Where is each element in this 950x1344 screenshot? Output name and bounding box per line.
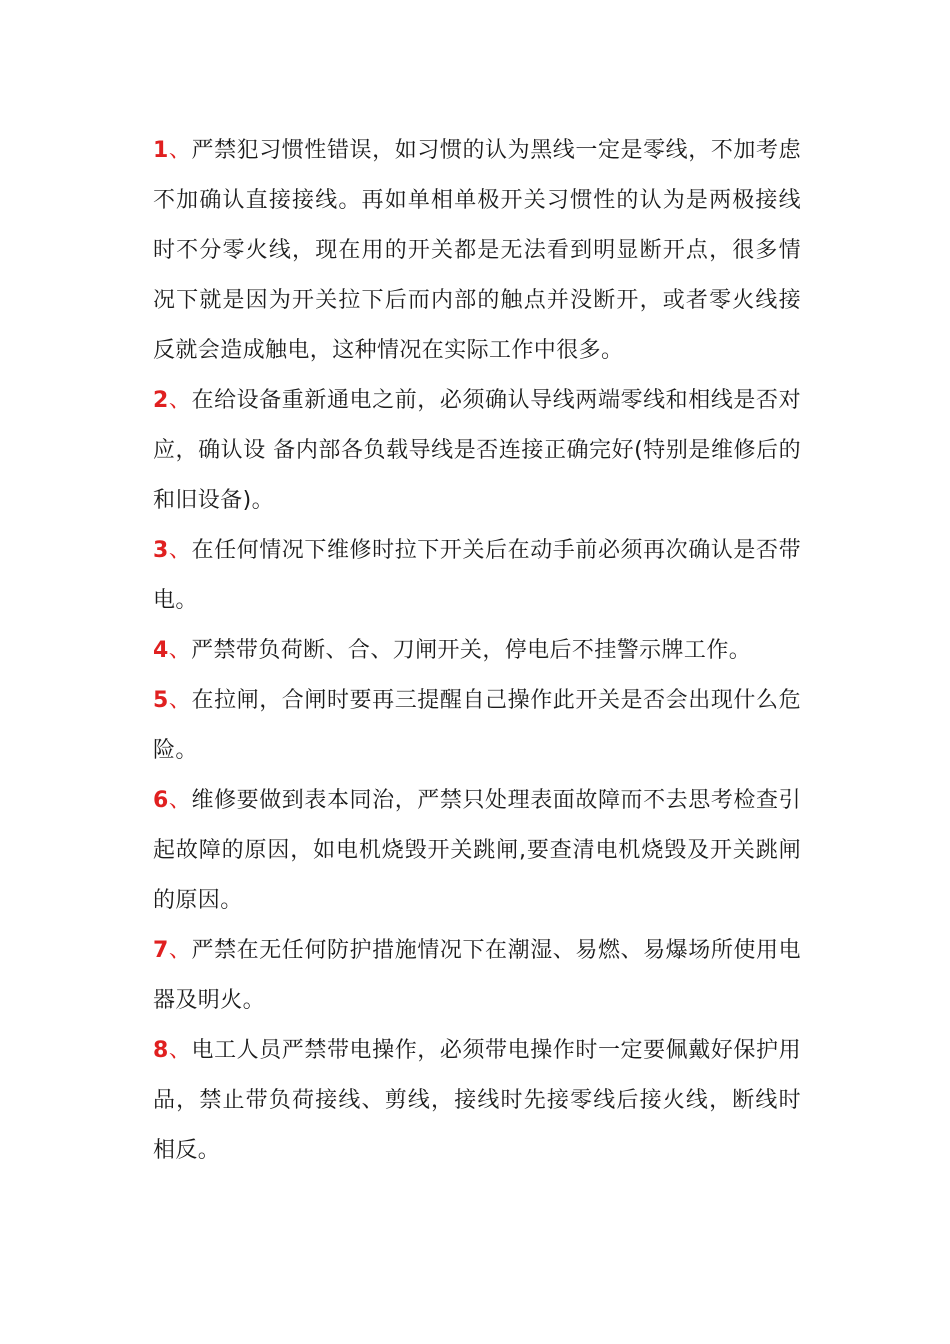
rule-number: 5 — [153, 688, 169, 713]
rule-item-7 — [153, 926, 801, 1026]
rule-text: 严禁犯习惯性错误，如习惯的认为黑线一定是零线，不加考虑不加确认直接接线。再如单相单极开关习惯性的认为是两极接线时不分零火线，现在用的开关都是无法看到明显断开点，很多情况下就是因为开关拉下后而内部的触点并没断开，或者零火线接反就会造成触电，这种情况在实际工作中很多。 — [153, 138, 801, 363]
rule-text: 严禁带负荷断、合、刀闸开关，停电后不挂警示牌工作。 — [191, 638, 752, 663]
rule-number: 4 — [153, 638, 169, 663]
rule-item-3 — [153, 526, 801, 626]
rule-text: 在给设备重新通电之前，必须确认导线两端零线和相线是否对应，确认设 备内部各负载导线是否连接正确完好(特别是维修后的和旧设备)。 — [153, 388, 801, 513]
rule-item-8 — [153, 1026, 801, 1176]
rule-number: 1 — [153, 138, 169, 163]
rule-item-1 — [153, 126, 801, 376]
rule-item-6 — [153, 776, 801, 926]
rule-number: 6 — [153, 788, 169, 813]
rule-text: 维修要做到表本同治，严禁只处理表面故障而不去思考检查引起故障的原因，如电机烧毁开关跳闸,要查清电机烧毁及开关跳闸的原因。 — [153, 788, 801, 913]
rule-separator: 、 — [168, 688, 192, 713]
rule-separator: 、 — [168, 638, 192, 663]
rule-number: 3 — [153, 538, 169, 563]
rule-number: 7 — [153, 938, 169, 963]
rule-number: 8 — [153, 1038, 169, 1063]
rule-separator: 、 — [168, 788, 192, 813]
rule-separator: 、 — [168, 538, 192, 563]
rule-item-5 — [153, 676, 801, 776]
rule-item-4 — [153, 626, 801, 676]
rules-list — [153, 126, 801, 1176]
rule-separator: 、 — [168, 138, 192, 163]
rule-separator: 、 — [168, 1038, 192, 1063]
rule-text: 在拉闸，合闸时要再三提醒自己操作此开关是否会出现什么危险。 — [153, 688, 801, 763]
rule-item-2 — [153, 376, 801, 526]
rule-separator: 、 — [168, 938, 192, 963]
rule-separator: 、 — [168, 388, 192, 413]
rule-text: 在任何情况下维修时拉下开关后在动手前必须再次确认是否带电。 — [153, 538, 801, 613]
rule-text: 电工人员严禁带电操作，必须带电操作时一定要佩戴好保护用品，禁止带负荷接线、剪线，接线时先接零线后接火线，断线时相反。 — [153, 1038, 801, 1163]
rule-text: 严禁在无任何防护措施情况下在潮湿、易燃、易爆场所使用电器及明火。 — [153, 938, 801, 1013]
rule-number: 2 — [153, 388, 169, 413]
